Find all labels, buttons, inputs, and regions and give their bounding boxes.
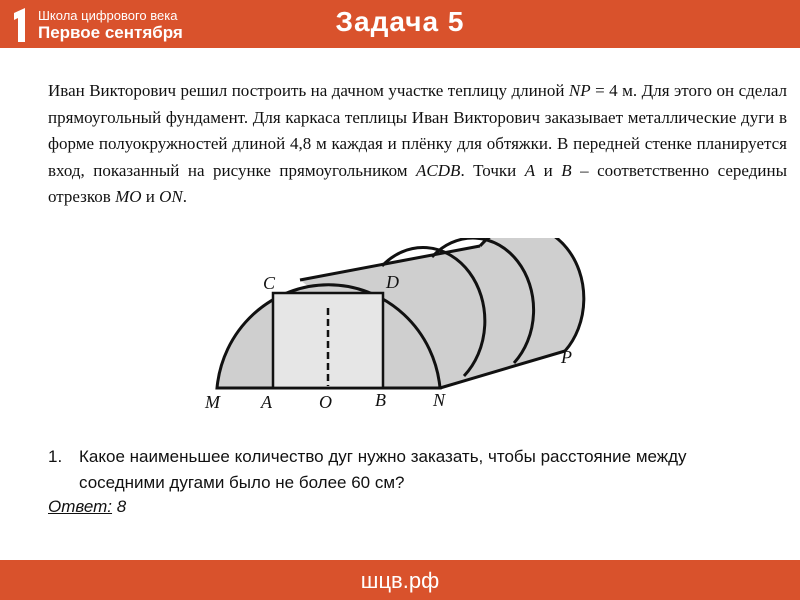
door-rectangle: [273, 293, 383, 388]
label-m: M: [205, 392, 220, 412]
logo-line2: Первое сентября: [38, 23, 183, 42]
label-c: C: [263, 273, 276, 293]
slide-title: Задача 5: [335, 6, 465, 37]
var-acdb: ACDB: [416, 160, 461, 180]
label-o: O: [319, 392, 332, 412]
answer-label: Ответ:: [48, 497, 113, 516]
question-text: Какое наименьшее количество дуг нужно заказать, чтобы расстояние между соседними дугами было не более 60 см?: [79, 447, 687, 492]
footer-bar: [0, 560, 800, 600]
logo-line1: Школа цифрового века: [38, 8, 178, 23]
var-a: A: [524, 160, 536, 180]
var-b: B: [561, 160, 572, 180]
question-number: 1.: [48, 447, 63, 466]
header-bar: [0, 0, 800, 48]
var-np: NP: [568, 81, 591, 100]
label-b: B: [375, 390, 386, 410]
label-a: A: [261, 392, 272, 412]
label-d: D: [386, 272, 399, 292]
problem-text: Иван Викторович решил построить на дачном участке теплицу длиной NP = 4 м. Для этого он сделал прямоугольный фундамент. Для каркаса теплицы Иван Викторович заказывает металлические дуги в форме полуокружностей длиной 4,8 м каждая и плёнку для обтяжки. В передней стенке планируется вход, показанный на рисунке прямоугольником ACDB. Точки A и B – соответственно середины отрезков MO и ON.: [48, 81, 788, 206]
var-on: ON: [159, 187, 183, 206]
label-p: P: [561, 347, 572, 367]
footer-url: шцв.рф: [360, 568, 440, 593]
label-n: N: [433, 390, 446, 410]
greenhouse-figure: [195, 238, 595, 418]
answer: [48, 497, 126, 517]
answer-value: 8: [112, 497, 127, 516]
var-mo: MO: [115, 187, 142, 206]
greenhouse-diagram: [195, 238, 595, 418]
